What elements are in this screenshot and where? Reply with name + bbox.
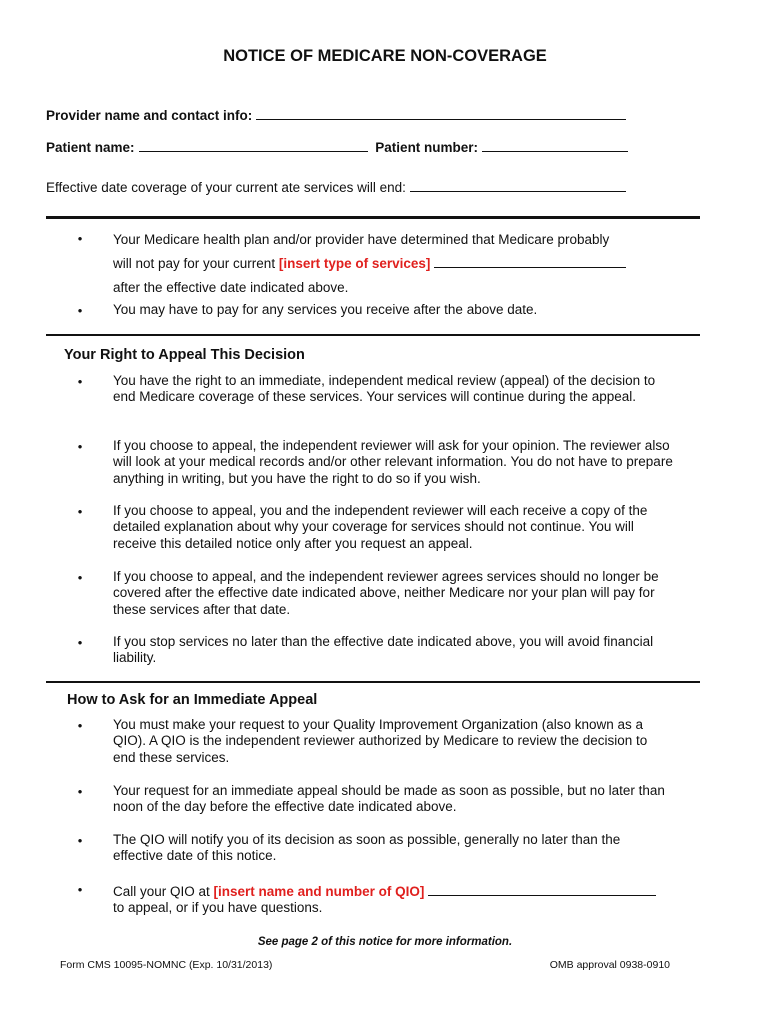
bullet-icon: • — [77, 718, 83, 733]
appeal-right-bullet: If you stop services no later than the effective date indicated above, you will avoid financial liability. — [113, 634, 654, 666]
intro-bullet-1-prefix: will not pay for your current — [113, 256, 276, 271]
divider — [46, 681, 700, 683]
appeal-right-heading: Your Right to Appeal This Decision — [64, 347, 305, 363]
bullet-icon: • — [77, 504, 83, 519]
divider — [46, 216, 700, 219]
how-to-appeal-heading: How to Ask for an Immediate Appeal — [67, 692, 318, 708]
page-title: NOTICE OF MEDICARE NON-COVERAGE — [223, 47, 547, 65]
call-prefix: Call your QIO at — [113, 884, 210, 899]
call-suffix: to appeal, or if you have questions. — [113, 900, 323, 916]
bullet-icon: • — [77, 231, 83, 246]
how-to-appeal-bullet: The QIO will notify you of its decision as soon as possible, generally no later than the effective date of this notice. — [113, 832, 621, 864]
appeal-right-bullet: If you choose to appeal, the independent reviewer will ask for your opinion. The reviewer also will look at your medical records and/or other relevant information. You do not have to prepare anything in writing, but you have the right to do so if you wish. — [113, 438, 673, 486]
patient-field — [46, 137, 628, 155]
how-to-appeal-call-bullet — [113, 881, 673, 917]
intro-bullet-1-line1: Your Medicare health plan and/or provider have determined that Medicare probably — [113, 232, 610, 247]
provider-label: Provider name and contact info: — [46, 108, 253, 123]
bullet-icon: • — [77, 439, 83, 454]
provider-field — [46, 105, 626, 123]
form-id: Form CMS 10095-NOMNC (Exp. 10/31/2013) — [60, 959, 273, 971]
bullet-icon: • — [77, 303, 83, 318]
service-type-input-line[interactable] — [434, 253, 626, 268]
patient-name-label: Patient name: — [46, 140, 135, 155]
patient-number-label: Patient number: — [375, 140, 479, 155]
insert-service-type: [insert type of services] — [278, 256, 431, 271]
patient-number-input-line[interactable] — [482, 137, 628, 152]
divider — [46, 334, 700, 336]
bullet-icon: • — [77, 570, 83, 585]
bullet-icon: • — [77, 784, 83, 799]
omb-approval: OMB approval 0938-0910 — [549, 959, 670, 971]
see-page-2-note: See page 2 of this notice for more information. — [257, 936, 513, 948]
qio-input-line[interactable] — [428, 881, 656, 896]
effective-date-input-line[interactable] — [410, 177, 626, 192]
bullet-icon: • — [77, 635, 83, 650]
intro-bullet-2: You may have to pay for any services you receive after the above date. — [113, 302, 538, 317]
effective-date-label: Effective date coverage of your current ate services will end: — [46, 180, 406, 195]
effective-date-field — [46, 177, 626, 195]
appeal-right-bullet: You have the right to an immediate, independent medical review (appeal) of the decision to end Medicare coverage of these services. Your services will continue during the appeal. — [113, 373, 656, 405]
bullet-icon: • — [77, 833, 83, 848]
patient-name-input-line[interactable] — [139, 137, 368, 152]
bullet-icon: • — [77, 374, 83, 389]
appeal-right-bullet: If you choose to appeal, you and the independent reviewer will each receive a copy of the detailed explanation about why your coverage for services should not continue. You will receive this detailed notice only after you request an appeal. — [113, 503, 648, 551]
provider-input-line[interactable] — [256, 105, 626, 120]
intro-bullet-1-line3: after the effective date indicated above. — [113, 280, 349, 295]
how-to-appeal-bullet: Your request for an immediate appeal should be made as soon as possible, but no later than noon of the day before the effective date indicated above. — [113, 783, 665, 815]
how-to-appeal-bullet: You must make your request to your Quality Improvement Organization (also known as a QIO). A QIO is the independent reviewer authorized by Medicare to review the decision to end these services. — [113, 717, 648, 765]
insert-qio: [insert name and number of QIO] — [213, 884, 425, 899]
intro-bullet-1-line2 — [113, 252, 673, 276]
bullet-icon: • — [77, 882, 83, 897]
intro-bullet-1 — [113, 228, 673, 300]
call-line — [113, 881, 673, 900]
appeal-right-bullet: If you choose to appeal, and the independent reviewer agrees services should no longer be covered after the effective date indicated above, neither Medicare nor your plan will pay for these services after that date. — [113, 569, 659, 617]
